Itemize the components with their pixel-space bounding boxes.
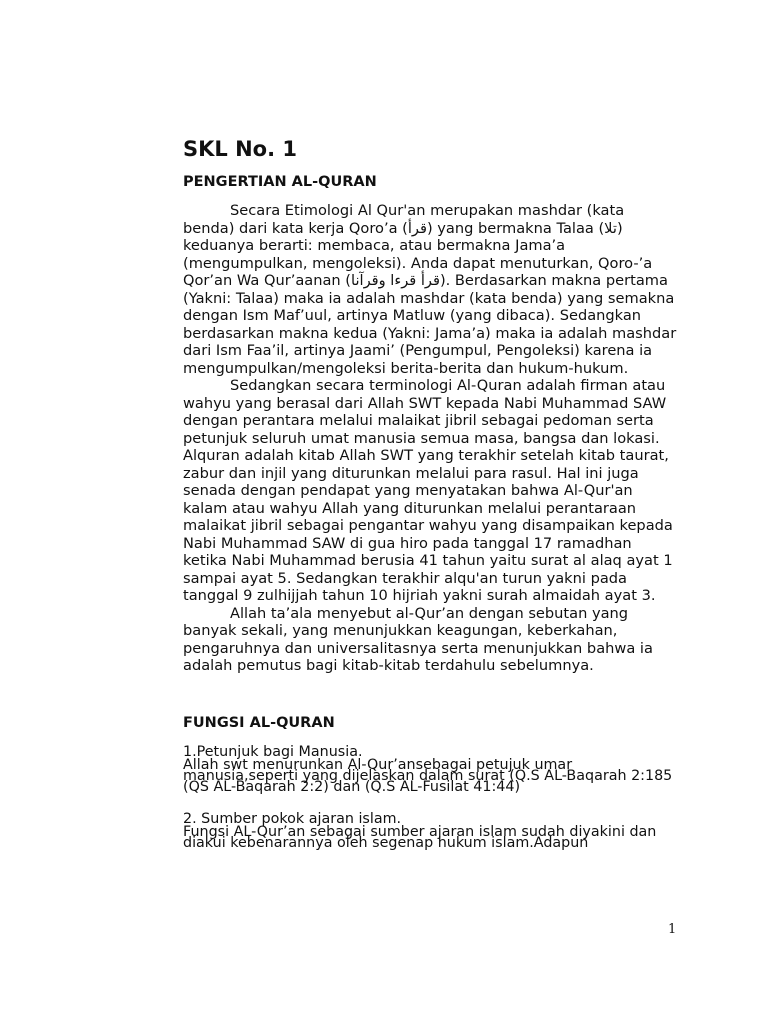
list-item-text: Fungsi AL-Qur’an sebagai sumber ajaran islam sudah diyakini dan diakui kebenarannya oleh segenap hukum islam.Adapun <box>183 824 657 851</box>
list-item-text: Allah swt menurunkan Al-Qur’ansebagai petujuk umar manusia,seperti yang dijelaskan dalam surat (Q.S AL-Baqarah 2:185 (QS AL-Baqarah 2:2) dan (Q.S AL-Fusilat 41:44) <box>183 757 673 795</box>
paragraph-sebutan: Allah ta’ala menyebut al-Qur’an dengan sebutan yang banyak sekali, yang menunjukkan keagungan, keberkahan, pengaruhnya dan universalitasnya serta menunjukkan bahwa ia adalah pemutus bagi kitab-kitab terdahulu sebelumnya. <box>183 604 653 674</box>
list-item-title: 2. Sumber pokok ajaran islam. <box>183 811 402 827</box>
document-title: SKL No. 1 <box>183 137 297 161</box>
paragraph-terminologi: Sedangkan secara terminologi Al-Quran adalah firman atau wahyu yang berasal dari Allah SWT kepada Nabi Muhammad SAW dengan perantara melalui malaikat jibril sebagai pedoman serta petunjuk seluruh umat manusia semua masa, bangsa dan lokasi. Alquran adalah kitab Allah SWT yang terakhir setelah kitab taurat, zabur dan injil yang diturunkan melalui para rasul. Hal ini juga senada dengan pendapat yang menyatakan bahwa Al-Qur'an kalam atau wahyu Allah yang diturunkan melalui perantaraan malaikat jibril sebagai pengantar wahyu yang disampaikan kepada Nabi Muhammad SAW di gua hiro pada tanggal 17 ramadhan ketika Nabi Muhammad berusia 41 tahun yaitu surat al alaq ayat 1 sampai ayat 5. Sedangkan terakhir alqu'an turun yakni pada tanggal 9 zulhijjah tahun 10 hijriah yakni surah almaidah ayat 3. <box>183 377 673 604</box>
list-item <box>183 744 683 793</box>
list-item-title: 1.Petunjuk bagi Manusia. <box>183 744 363 760</box>
body-text <box>183 202 679 675</box>
paragraph-etimologi: Secara Etimologi Al Qur'an merupakan mashdar (kata benda) dari kata kerja Qoro’a (قرأ) yang bermakna Talaa (تلا) keduanya berarti: membaca, atau bermakna Jama’a (mengumpulkan, mengoleksi). Anda dapat menuturkan, Qoro-’a Qor’an Wa Qur’aanan (قرأ قرءا وقرآنا). Berdasarkan makna pertama (Yakni: Talaa) maka ia adalah mashdar (kata benda) yang semakna dengan Ism Maf’uul, artinya Matluw (yang dibaca). Sedangkan berdasarkan makna kedua (Yakni: Jama’a) maka ia adalah mashdar dari Ism Faa’il, artinya Jaami’ (Pengumpul, Pengoleksi) karena ia mengumpulkan/mengoleksi berita-berita dan hukum-hukum. <box>183 202 677 377</box>
section-heading-pengertian: PENGERTIAN AL-QURAN <box>183 174 377 190</box>
list-item <box>183 811 683 849</box>
section-heading-fungsi: FUNGSI AL-QURAN <box>183 715 335 731</box>
page-number: 1 <box>668 922 677 937</box>
